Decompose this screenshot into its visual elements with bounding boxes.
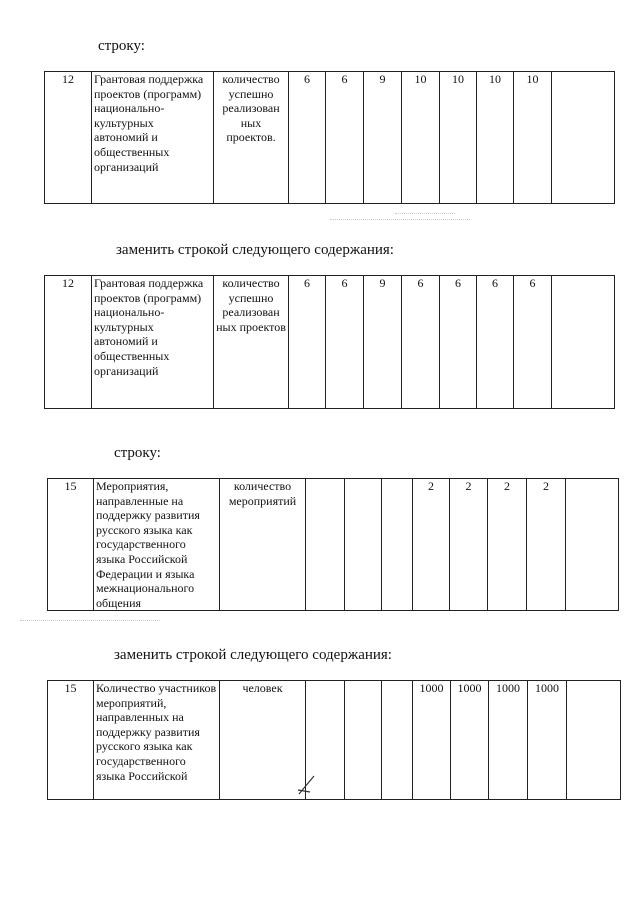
cell-value: 1000 (413, 681, 451, 800)
caption-replace-row-15: заменить строкой следующего содержания: (114, 647, 392, 663)
cell-value (552, 276, 615, 409)
scan-artifact (20, 620, 160, 621)
row-number: 15 (48, 681, 94, 800)
cell-value: 6 (289, 72, 326, 204)
table-new-row-12 (44, 275, 615, 409)
table-old-row-15 (47, 478, 619, 611)
caption-old-row-15: строку: (114, 445, 161, 461)
cell-value: 2 (450, 479, 488, 611)
row-unit: количество мероприятий (220, 479, 306, 611)
row-description: Количество участников мероприятий, направленных на поддержку развития русского языка как государственного языка Российской (94, 681, 220, 800)
cell-value (382, 479, 413, 611)
cell-value: 6 (289, 276, 326, 409)
scan-artifact (395, 213, 455, 214)
cell-value (345, 681, 382, 800)
row-description: Грантовая поддержка проектов (программ) национально-культурных автономий и общественных организаций (92, 72, 214, 204)
cell-value: 10 (402, 72, 440, 204)
caption-old-row-12: строку: (98, 38, 145, 54)
cell-value: 2 (488, 479, 527, 611)
cell-value: 2 (527, 479, 566, 611)
row-number: 12 (45, 276, 92, 409)
cell-value (306, 479, 345, 611)
cell-value: 6 (514, 276, 552, 409)
cell-value: 1000 (451, 681, 489, 800)
pen-mark-icon (296, 772, 318, 798)
cell-value: 9 (364, 276, 402, 409)
table-row (48, 681, 621, 800)
table-old-row-12 (44, 71, 615, 204)
cell-value: 1000 (528, 681, 567, 800)
cell-value: 6 (326, 276, 364, 409)
cell-value (567, 681, 621, 800)
row-description: Грантовая поддержка проектов (программ) национально-культурных автономий и общественных организаций (92, 276, 214, 409)
cell-value (345, 479, 382, 611)
row-unit: человек (220, 681, 306, 800)
cell-value: 10 (440, 72, 477, 204)
scan-artifact (330, 219, 470, 220)
table-row (45, 276, 615, 409)
cell-value: 6 (326, 72, 364, 204)
table-new-row-15 (47, 680, 621, 800)
cell-value (566, 479, 619, 611)
row-unit: количество успешно реализован ных проектов (214, 276, 289, 409)
row-unit: количество успешно реализован ных проектов. (214, 72, 289, 204)
cell-value: 10 (514, 72, 552, 204)
cell-value (382, 681, 413, 800)
cell-value: 6 (440, 276, 477, 409)
table-row (48, 479, 619, 611)
cell-value: 6 (477, 276, 514, 409)
row-number: 15 (48, 479, 94, 611)
row-number: 12 (45, 72, 92, 204)
table-row (45, 72, 615, 204)
cell-value: 6 (402, 276, 440, 409)
cell-value: 10 (477, 72, 514, 204)
cell-value: 9 (364, 72, 402, 204)
cell-value: 1000 (489, 681, 528, 800)
row-description: Мероприятия, направленные на поддержку развития русского языка как государственного языка Российской Федерации и языка межнационального общения (94, 479, 220, 611)
cell-value: 2 (413, 479, 450, 611)
cell-value (552, 72, 615, 204)
caption-replace-row-12: заменить строкой следующего содержания: (116, 242, 394, 258)
